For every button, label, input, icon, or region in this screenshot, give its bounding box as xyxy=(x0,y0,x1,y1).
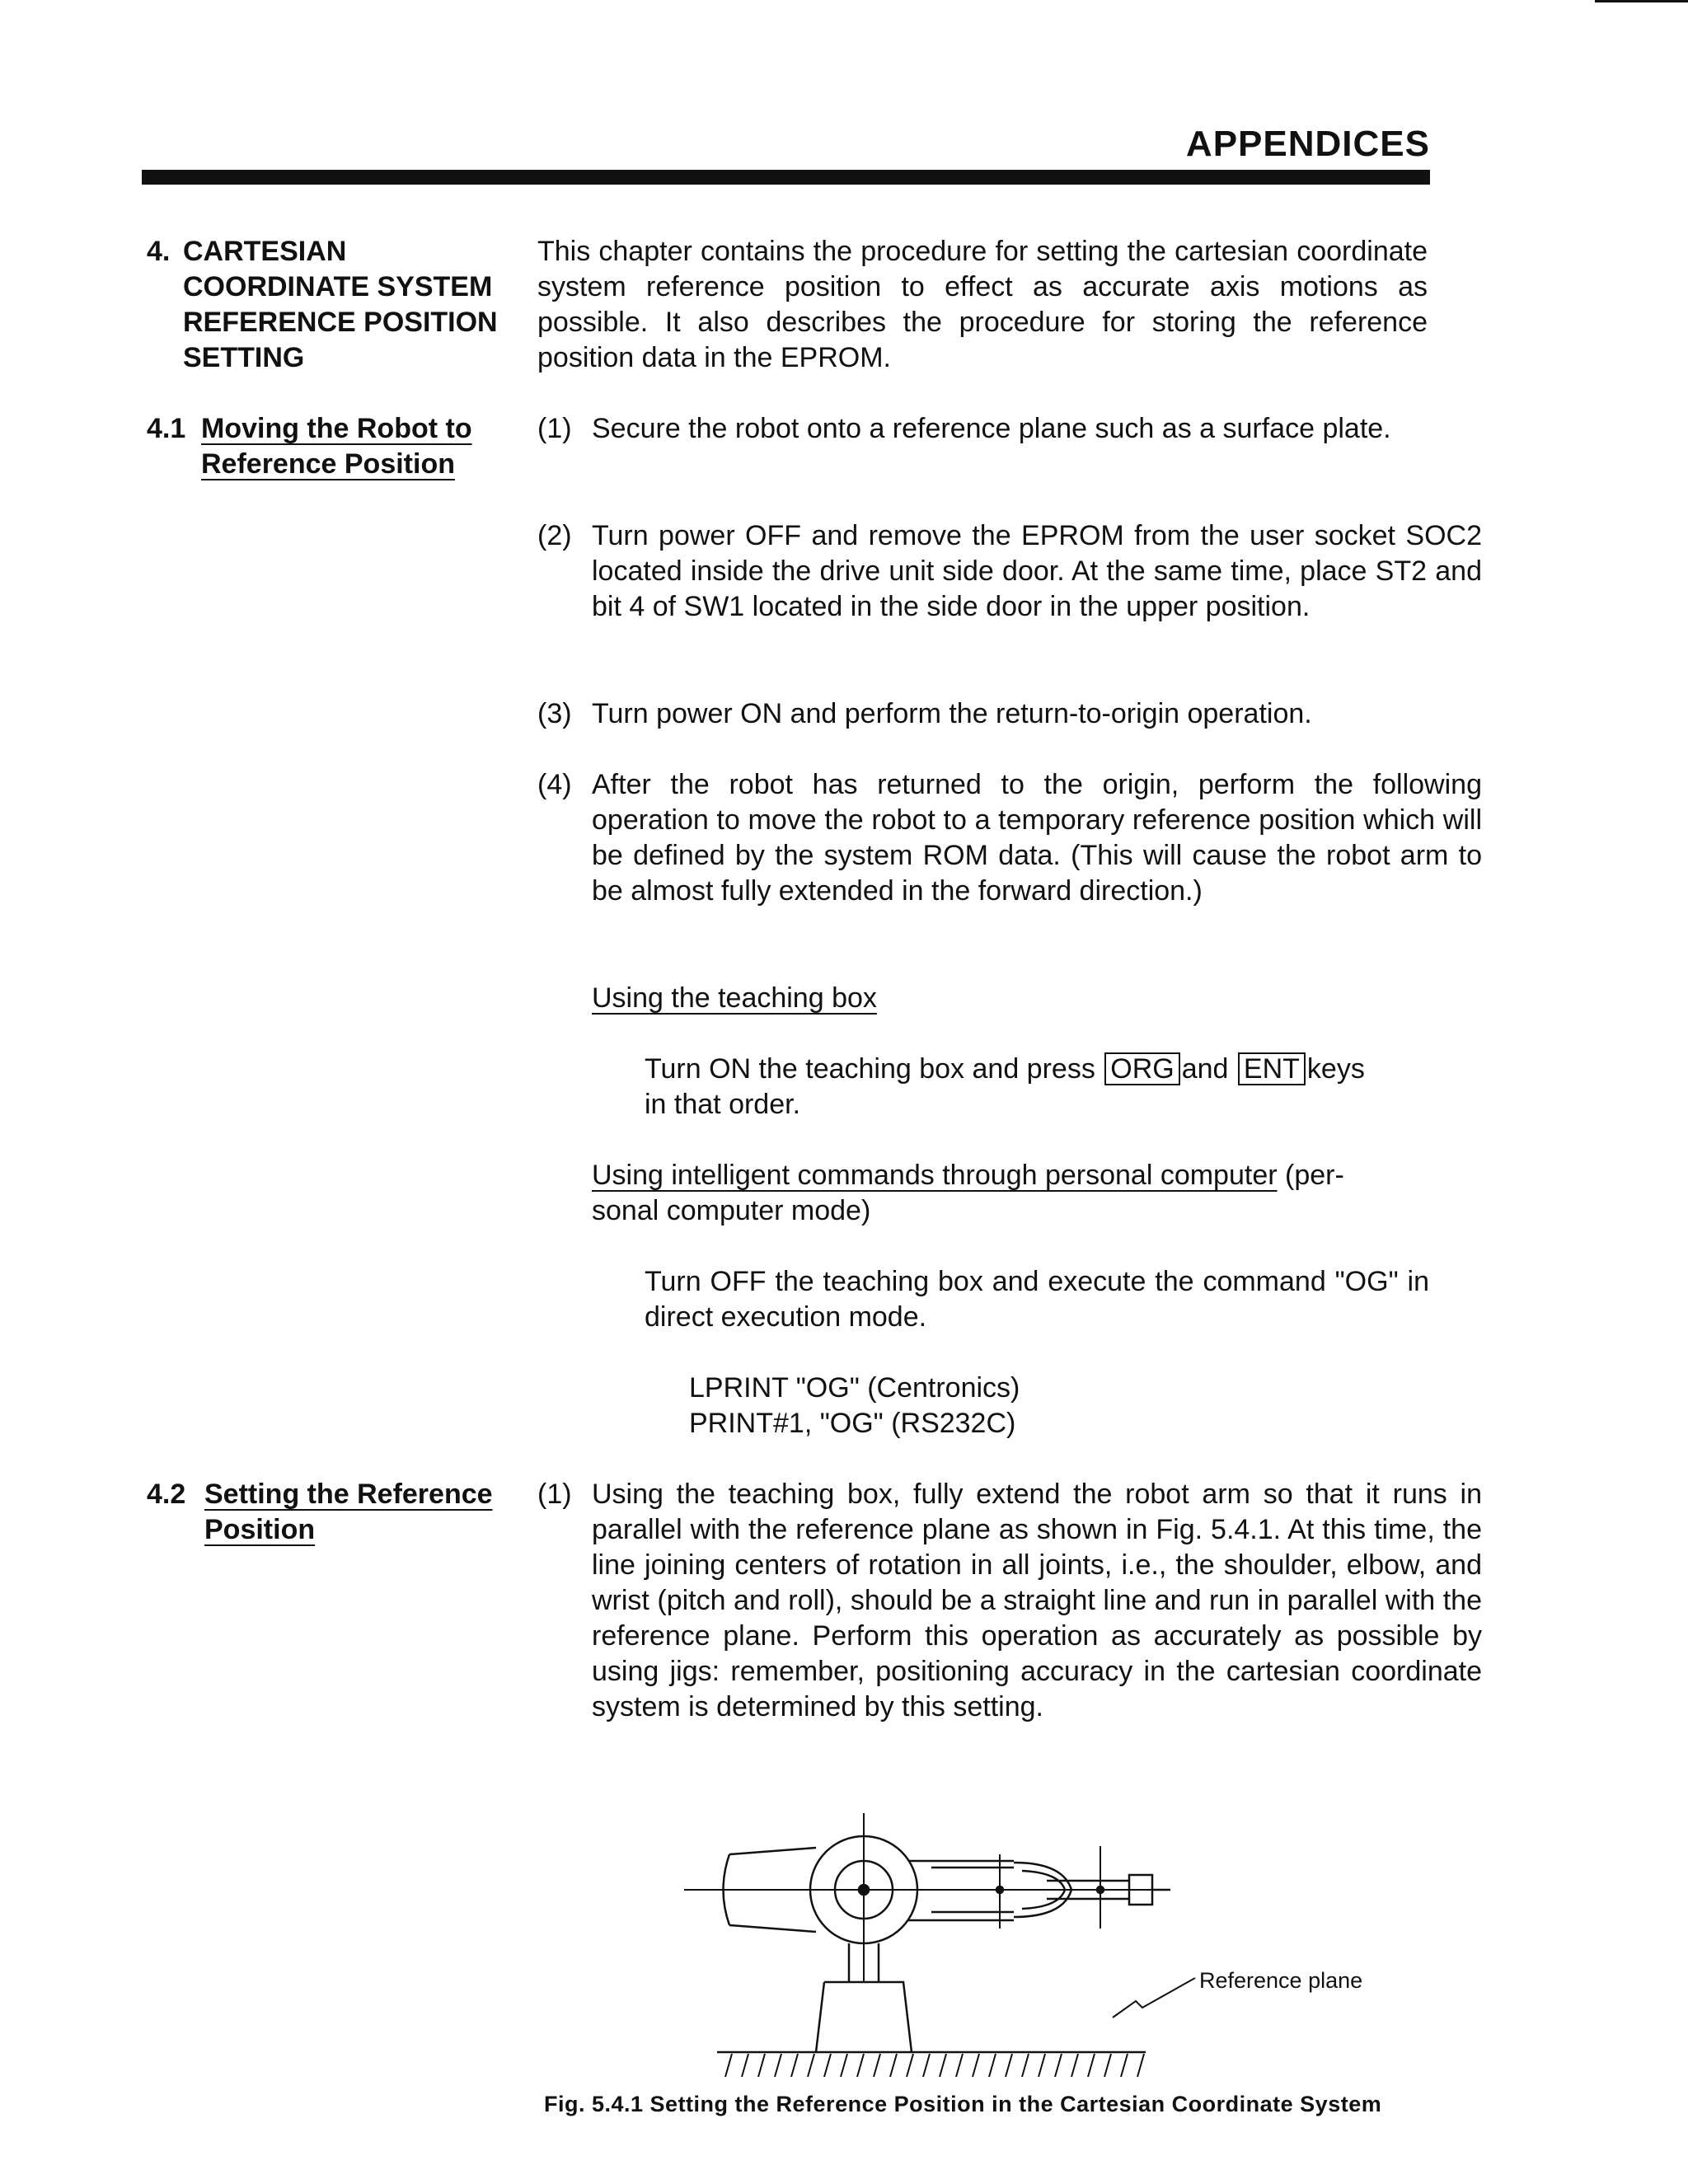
teaching-box-instruction xyxy=(645,1052,1436,1122)
instruction-text: in that order. xyxy=(645,1089,801,1120)
step-number: (2) xyxy=(537,520,572,551)
step-number: (3) xyxy=(537,698,572,729)
section-title-line: CARTESIAN xyxy=(183,236,347,267)
step-text: Turn power ON and perform the return-to-origin operation. xyxy=(592,698,1312,729)
section-title-line: Position xyxy=(204,1514,316,1545)
figure-caption: Fig. 5.4.1 Setting the Reference Position in the Cartesian Coordinate System xyxy=(544,2092,1382,2116)
code-line: PRINT#1, "OG" (RS232C) xyxy=(689,1408,1016,1439)
robot-arm-figure xyxy=(684,1805,1426,2077)
section-number: 4.1 xyxy=(147,413,186,444)
page-header-title: APPENDICES xyxy=(1185,124,1430,164)
ent-key: ENT xyxy=(1238,1052,1306,1085)
step-text: Secure the robot onto a reference plane such as a surface plate. xyxy=(592,413,1391,444)
reference-plane-label: Reference plane xyxy=(1199,1968,1363,1993)
section-4-2-heading xyxy=(147,1477,509,1551)
section-title-line: Reference Position xyxy=(201,448,455,480)
personal-computer-text: Turn OFF the teaching box and execute the command "OG" in direct execution mode. xyxy=(645,1266,1429,1333)
section-number: 4.2 xyxy=(147,1479,186,1510)
instruction-text: and xyxy=(1181,1053,1229,1085)
corner-rule xyxy=(1595,0,1688,2)
step-number: (1) xyxy=(537,1479,572,1510)
section-title-line: SETTING xyxy=(183,342,305,373)
header-rule xyxy=(142,170,1430,185)
step-number: (4) xyxy=(537,769,572,800)
heading-text: Using intelligent commands through personal computer xyxy=(592,1160,1278,1191)
org-key: ORG xyxy=(1104,1052,1179,1085)
instruction-text: Turn ON the teaching box and press xyxy=(645,1053,1095,1085)
heading-text-line-2: sonal computer mode) xyxy=(592,1195,871,1226)
step-text: Turn power OFF and remove the EPROM from the user socket SOC2 located inside the drive unit side door. At the same time, place ST2 and bit 4 of SW1 located in the side door in the upper position. xyxy=(592,520,1482,622)
section-title-line: COORDINATE SYSTEM xyxy=(183,271,493,302)
section-4-1-heading xyxy=(147,411,509,485)
personal-computer-heading xyxy=(592,1158,1429,1229)
section-title-line: Setting the Reference xyxy=(204,1479,493,1510)
code-line: LPRINT "OG" (Centronics) xyxy=(689,1372,1020,1404)
heading-suffix: (per- xyxy=(1285,1160,1344,1191)
teaching-box-heading: Using the teaching box xyxy=(592,982,877,1014)
section-number: 4. xyxy=(147,236,171,267)
section-title-line: Moving the Robot to xyxy=(201,413,472,444)
section-4-intro: This chapter contains the procedure for setting the cartesian coordinate system reference position to effect as accurate axis motions as possible. It also describes the procedure for storing the reference position data in the EPROM. xyxy=(537,236,1428,373)
step-text: Using the teaching box, fully extend the robot arm so that it runs in parallel with the reference plane as shown in Fig. 5.4.1. At this time, the line joining centers of rotation in all joints, i.e., the shoulder, elbow, and wrist (pitch and roll), should be a straight line and run in parallel with the reference plane. Perform this operation as accurately as possible by using jigs: remember, positioning accuracy in the cartesian coordinate system is determined by this setting. xyxy=(592,1479,1482,1722)
section-4-heading xyxy=(147,234,509,382)
step-number: (1) xyxy=(537,413,572,444)
code-block xyxy=(689,1371,1020,1441)
instruction-text: keys xyxy=(1306,1053,1365,1085)
section-title-line: REFERENCE POSITION xyxy=(183,307,498,338)
step-text: After the robot has returned to the origin, perform the following operation to move the robot to a temporary reference position which will be defined by the system ROM data. (This will cause the robot arm to be almost fully extended in the forward direction.) xyxy=(592,769,1482,907)
